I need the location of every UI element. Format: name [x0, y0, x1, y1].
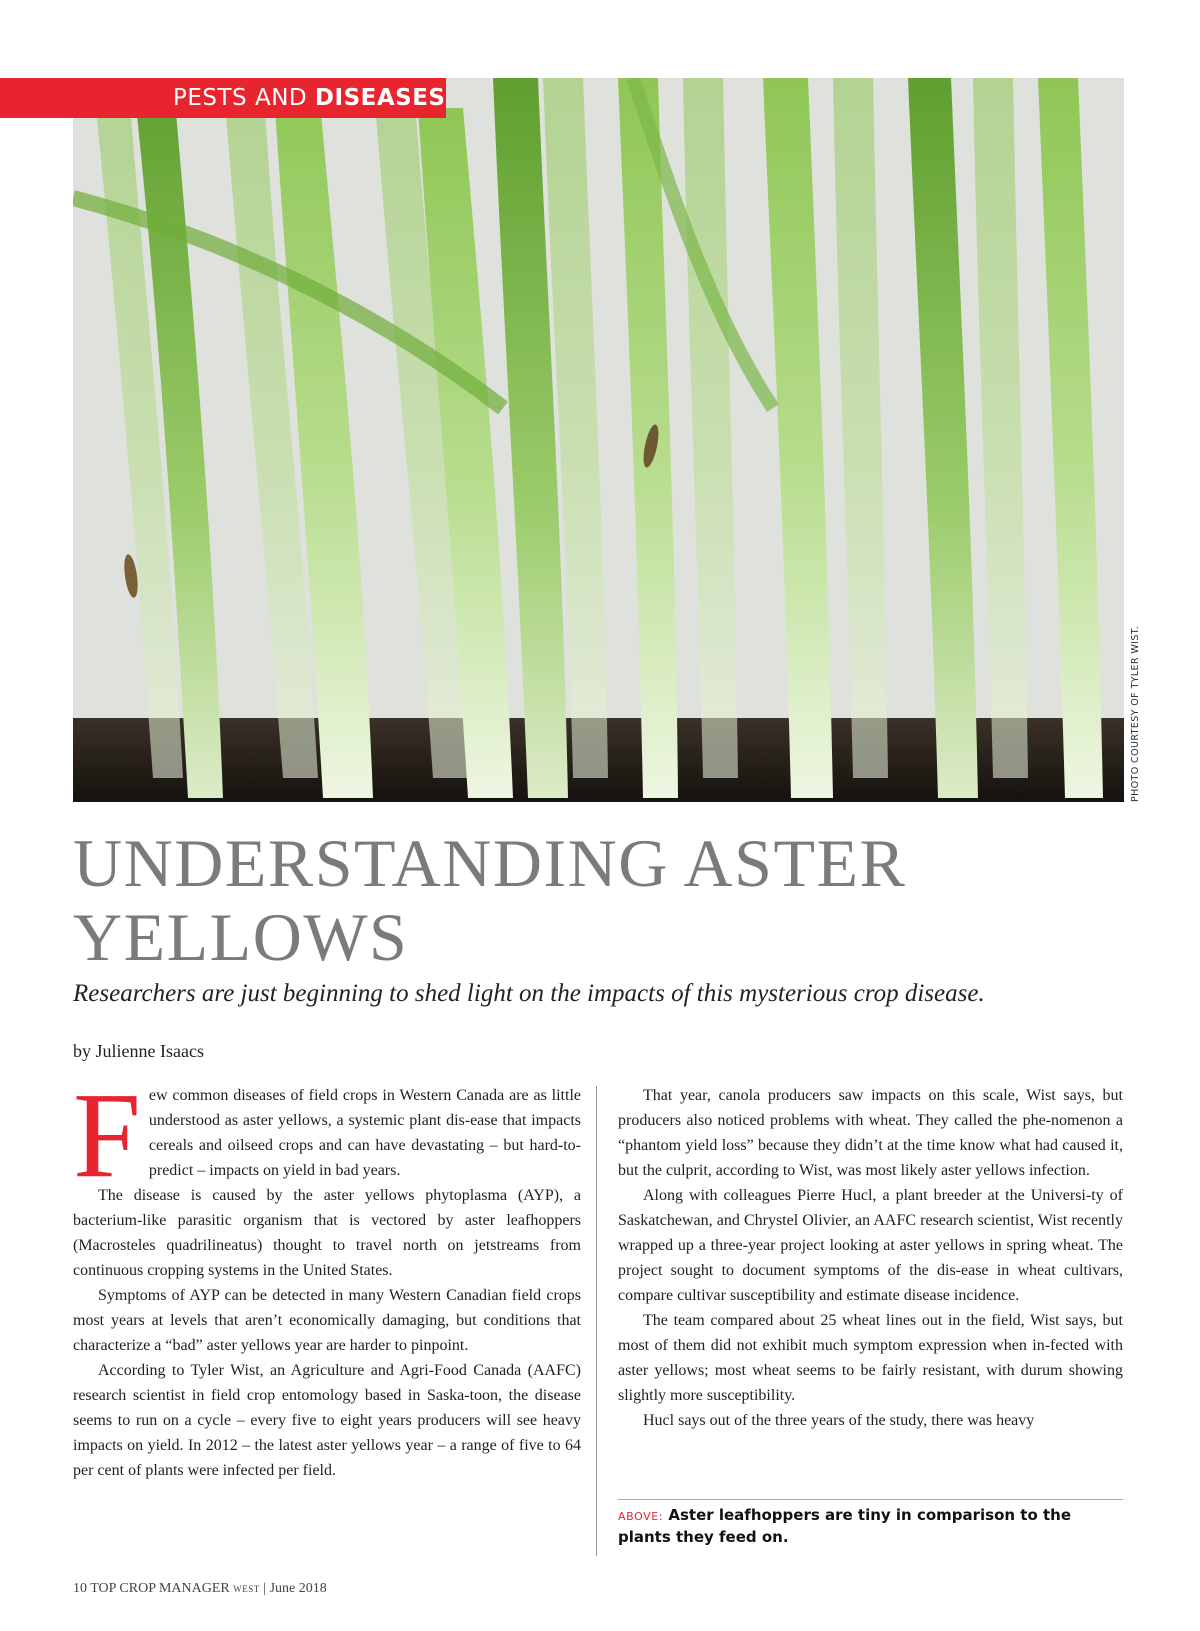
- footer-separator: |: [263, 1581, 267, 1596]
- section-tag-text: PESTS AND: [173, 85, 315, 111]
- edition: WEST: [233, 1584, 260, 1594]
- caption-rule: [618, 1499, 1123, 1500]
- column-divider: [596, 1086, 597, 1556]
- caption-lead: ABOVE:: [618, 1510, 664, 1523]
- paragraph-6: Along with colleagues Pierre Hucl, a plant breeder at the Universi-ty of Saskatchewan, and Chrystel Olivier, an AAFC research scientist, Wist recently wrapped up a three-year project looking at aster yellows in spring wheat. The project sought to document symptoms of the dis-ease in wheat cultivars, compare cultivar susceptibility and estimate disease incidence.: [618, 1187, 1123, 1304]
- paragraph-5: That year, canola producers saw impacts on this scale, Wist says, but producers also noticed problems with wheat. They called the phe-nomenon a “phantom yield loss” because they didn’t at the time know what had caused it, but the culprit, according to Wist, was most likely aster yellows infection.: [618, 1087, 1123, 1179]
- paragraph-3: Symptoms of AYP can be detected in many Western Canadian field crops most years at levels that aren’t economically damaging, but conditions that characterize a “bad” aster yellows year are harder to pinpoint.: [73, 1287, 581, 1354]
- left-column: [73, 1068, 581, 1483]
- byline: by Julienne Isaacs: [73, 1041, 204, 1061]
- paragraph-1-text: ew common diseases of field crops in Western Canada are as little understood as aster yellows, a systemic plant dis-ease that impacts cereals and oilseed crops and can have devastating – but hard-to-predict – impacts on yield in bad years.: [148, 1087, 581, 1179]
- issue-date: June 2018: [269, 1581, 327, 1596]
- photo-credit: PHOTO COURTESY OF TYLER WIST.: [1130, 625, 1141, 802]
- dropcap: F: [73, 1068, 141, 1203]
- photo-caption: [618, 1505, 1123, 1547]
- headline-text: UNDERSTANDING ASTER YELLOWS: [73, 825, 907, 975]
- page-footer: [73, 1581, 327, 1597]
- wheat-seedlings-illustration: [73, 78, 1124, 802]
- deck: Researchers are just beginning to shed light on the impacts of this mysterious crop disease.: [73, 980, 985, 1007]
- paragraph-4: According to Tyler Wist, an Agriculture and Agri-Food Canada (AAFC) research scientist in field crop entomology based in Saska-toon, the disease seems to run on a cycle – every five to eight years producers will see heavy impacts on yield. In 2012 – the latest aster yellows year – a range of five to 64 per cent of plants were infected per field.: [73, 1362, 581, 1479]
- headline: [73, 826, 1073, 974]
- paragraph-8: Hucl says out of the three years of the study, there was heavy: [643, 1412, 1035, 1429]
- paragraph-7: The team compared about 25 wheat lines out in the field, Wist says, but most of them did not exhibit much symptom expression when in-fected with aster yellows; most wheat seems to be fairly resistant, with durum showing slightly more susceptibility.: [618, 1312, 1123, 1404]
- section-tag: [0, 78, 446, 118]
- right-column: [618, 1083, 1123, 1433]
- cover-photo: [73, 78, 1124, 802]
- magazine-name: TOP CROP MANAGER: [90, 1581, 230, 1596]
- caption-text: Aster leafhoppers are tiny in comparison to the plants they feed on.: [618, 1506, 1072, 1546]
- paragraph-2: The disease is caused by the aster yellows phytoplasma (AYP), a bacterium-like parasitic organism that is vectored by aster leafhoppers (Macrosteles quadrilineatus) thought to travel north on jetstreams from continuous cropping systems in the United States.: [73, 1187, 581, 1279]
- section-tag-bold: DISEASES: [314, 85, 446, 111]
- paragraph-1: [73, 1068, 581, 1203]
- page-number: 10: [73, 1581, 87, 1596]
